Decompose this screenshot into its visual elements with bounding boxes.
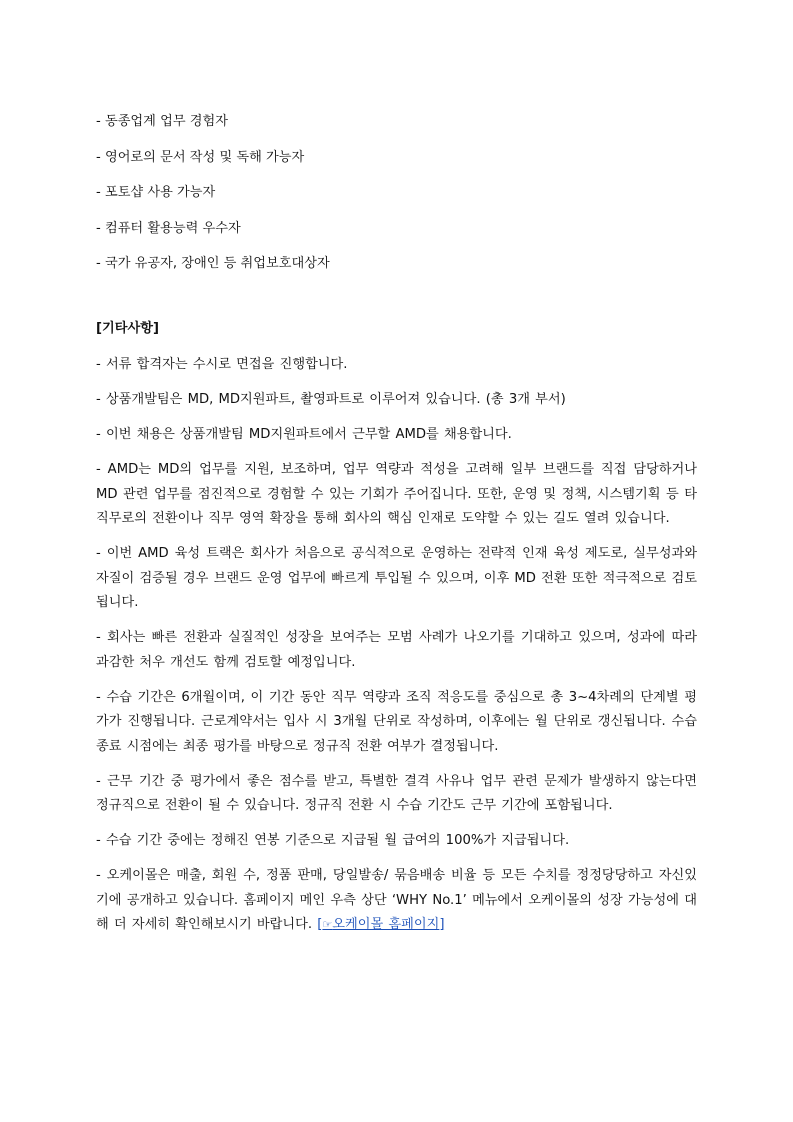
qualification-item: - 포토샵 사용 가능자 xyxy=(96,185,216,200)
etc-list xyxy=(96,353,697,938)
etc-item-with-link xyxy=(96,864,697,938)
etc-item: - 수습 기간은 6개월이며, 이 기간 동안 직무 역량과 조직 적응도를 중심으로 총 3~4차례의 단계별 평가가 진행됩니다. 근로계약서는 입사 시 3개월 단위로 작성하며, 이후에는 월 단위로 갱신됩니다. 수습 종료 시점에는 최종 평가를 바탕으로 정규직 전환 여부가 결정됩니다. xyxy=(96,689,697,754)
etc-item: - 서류 합격자는 수시로 면접을 진행합니다. xyxy=(96,357,348,372)
qualification-list xyxy=(96,112,697,274)
etc-item: - 이번 채용은 상품개발팀 MD지원파트에서 근무할 AMD를 채용합니다. xyxy=(96,427,512,442)
pointing-hand-icon: ☞ xyxy=(322,918,333,931)
etc-item: - 회사는 빠른 전환과 실질적인 성장을 보여주는 모범 사례가 나오기를 기대하고 있으며, 성과에 따라 과감한 처우 개선도 함께 검토할 예정입니다. xyxy=(96,630,697,670)
qualification-item: - 컴퓨터 활용능력 우수자 xyxy=(96,220,241,236)
etc-item: - 수습 기간 중에는 정해진 연봉 기준으로 지급될 월 급여의 100%가 지급됩니다. xyxy=(96,833,570,848)
etc-item-text: - 오케이몰은 매출, 회원 수, 정품 판매, 당일발송/ 묶음배송 비율 등 모든 수치를 정정당당하고 자신있기에 공개하고 있습니다. 홈페이지 메인 우측 상단 ‘WHY No.1’ 메뉴에서 오케이몰의 성장 가능성에 대해 더 자세히 확인해보시기 바랍니다. xyxy=(96,868,697,932)
etc-item: - AMD는 MD의 업무를 지원, 보조하며, 업무 역량과 적성을 고려해 일부 브랜드를 직접 담당하거나 MD 관련 업무를 점진적으로 경험할 수 있는 기회가 주어집니다. 또한, 운영 및 정책, 시스템기획 등 타 직무로의 전환이나 직무 영역 확장을 통해 회사의 핵심 인재로 도약할 수 있는 길도 열려 있습니다. xyxy=(96,462,697,526)
qualification-item: - 국가 유공자, 장애인 등 취업보호대상자 xyxy=(96,256,330,271)
etc-section-title: [기타사항] xyxy=(96,321,160,336)
link-close-bracket: ] xyxy=(439,917,445,932)
document-page xyxy=(96,112,697,948)
homepage-link-label: 오케이몰 홈페이지 xyxy=(332,917,440,932)
etc-item: - 상품개발팀은 MD, MD지원파트, 촬영파트로 이루어져 있습니다. (총 3개 부서) xyxy=(96,392,566,407)
homepage-link[interactable] xyxy=(317,917,444,932)
qualification-item: - 영어로의 문서 작성 및 독해 가능자 xyxy=(96,149,305,165)
etc-item: - 근무 기간 중 평가에서 좋은 점수를 받고, 특별한 결격 사유나 업무 관련 문제가 발생하지 않는다면 정규직으로 전환이 될 수 있습니다. 정규직 전환 시 수습 기간도 근무 기간에 포함됩니다. xyxy=(96,773,697,813)
link-open-bracket: [ xyxy=(317,917,323,932)
etc-item: - 이번 AMD 육성 트랙은 회사가 처음으로 공식적으로 운영하는 전략적 인재 육성 제도로, 실무성과와 자질이 검증될 경우 브랜드 운영 업무에 빠르게 투입될 수 있으며, 이후 MD 전환 또한 적극적으로 검토됩니다. xyxy=(96,546,697,610)
qualification-item: - 동종업계 업무 경험자 xyxy=(96,114,228,129)
